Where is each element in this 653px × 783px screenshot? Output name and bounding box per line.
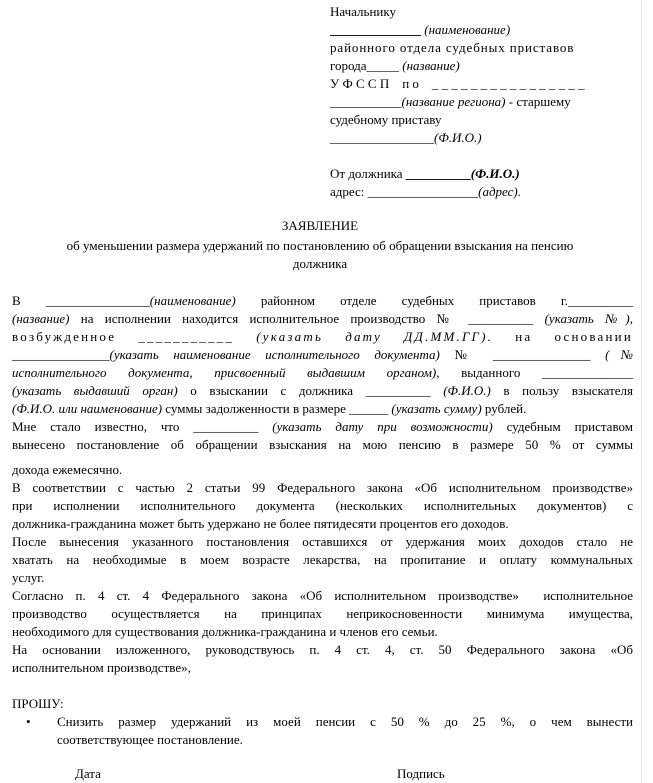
blank-field[interactable]: ___________ <box>330 94 402 109</box>
blank-field[interactable]: __________ <box>405 166 471 181</box>
date-label: Дата <box>75 766 101 781</box>
paragraph-6-line-1: На основании изложенного, руководствуюсь п. 4 ст. 4, ст. 50 Федерального закона «Об <box>12 642 633 657</box>
header-text: адрес: <box>330 184 365 199</box>
request-heading: ПРОШУ: <box>12 696 64 711</box>
paragraph-3-line-3: должника-гражданина может быть удержано не более пятидесяти процентов его доходов. <box>12 516 509 531</box>
hint-text: (название) <box>402 58 460 73</box>
header-line-1: Начальнику <box>330 4 397 19</box>
document-subtitle-line-2: должника <box>292 256 348 271</box>
header-text: - старшему <box>508 94 571 109</box>
paragraph-2-line-3: дохода ежемесячно. <box>12 462 123 477</box>
paragraph-1-line-6: (указать выдавший орган) о взыскании с должника __________ (Ф.И.О.) в пользу взыскателя <box>12 383 634 398</box>
header-line-8 <box>330 130 482 146</box>
paragraph-2-line-2: вынесено постановление об обращении взыскания на мою пенсию в размере 50 % от суммы <box>12 437 633 452</box>
paragraph-1-line-7: (Ф.И.О. или наименование) суммы задолженности в размере ______ (указать сумму) рублей. <box>12 401 527 416</box>
header-text: города_____ <box>330 58 400 73</box>
paragraph-4-line-1: После вынесения указанного постановления оставшихся от удержания моих доходов стало не <box>12 534 633 549</box>
blank-field[interactable]: ______________ <box>330 22 421 37</box>
header-text: От должника <box>330 166 403 181</box>
header-line-7: судебному приставу <box>330 112 442 127</box>
paragraph-5-line-2: производство осуществляется на принципах неприкосновенности минимума имущества, <box>12 606 633 621</box>
bullet-icon: • <box>26 714 31 729</box>
document-title: ЗАЯВЛЕНИЕ <box>281 218 359 233</box>
paragraph-3-line-1: В соответствии с частью 2 статьи 99 Федерального закона «Об исполнительном производстве» <box>12 480 633 495</box>
header-line-5: У Ф С С П п о _ _ _ _ _ _ _ _ _ _ _ _ _ _ _ _ <box>330 76 585 91</box>
header-line-2 <box>330 22 510 38</box>
header-line-4 <box>330 58 460 74</box>
blank-field[interactable]: ________________ <box>330 130 434 145</box>
hint-text: (Ф.И.О.) <box>470 166 520 181</box>
hint-text: (название региона) <box>401 94 506 109</box>
document-subtitle-line-1: об уменьшении размера удержаний по постановлению об обращении взыскания на пенсию <box>66 238 574 253</box>
paragraph-3-line-2: при исполнении исполнительного документа (нескольких исполнительных документов) с <box>12 498 633 513</box>
hint-text: (наименование) <box>424 22 511 37</box>
page-edge-line <box>641 0 642 783</box>
paragraph-1-line-3: возбужденное ___________ (указать дату ДД.ММ.ГГ). на основании <box>12 329 633 344</box>
paragraph-4-line-3: услуг. <box>12 570 45 585</box>
hint-text: (Ф.И.О.) <box>434 130 482 145</box>
blank-field[interactable]: _________________ <box>367 184 479 199</box>
paragraph-4-line-2: хватать на необходимые в моем возрасте лекарства, на пропитание и оплату коммунальных <box>12 552 633 567</box>
paragraph-1-line-5: исполнительного документа, присвоенный выдавшим органом), выданного ______________ <box>12 365 634 380</box>
request-item-line-1: Снизить размер удержаний из моей пенсии с 50 % до 25 %, о чем вынести <box>57 714 633 729</box>
signature-label: Подпись <box>397 766 445 781</box>
header-line-6 <box>330 94 571 110</box>
header-line-9 <box>330 166 520 182</box>
hint-text: (адрес). <box>478 184 521 199</box>
header-line-10 <box>330 184 521 200</box>
paragraph-6-line-2: исполнительном производстве», <box>12 660 191 675</box>
paragraph-5-line-3: необходимого для существования должника-гражданина и членов его семьи. <box>12 624 438 639</box>
header-line-3: районного отдела судебных приставов <box>330 40 575 55</box>
paragraph-2-line-1: Мне стало известно, что __________ (указать дату при возможности) судебным приставом <box>12 419 633 434</box>
paragraph-5-line-1: Согласно п. 4 ст. 4 Федерального закона «Об исполнительном производстве» исполнительное <box>12 588 633 603</box>
paragraph-1-line-4: _______________(указать наименование исполнительного документа) № _______________ (№ <box>12 347 634 362</box>
request-item-line-2: соответствующее постановление. <box>57 732 243 747</box>
paragraph-1-line-1: В ________________(наименование) районном отделе судебных приставов г.__________ <box>12 293 633 308</box>
paragraph-1-line-2: (название) на исполнении находится исполнительное производство № __________ (указать №), <box>12 311 633 326</box>
